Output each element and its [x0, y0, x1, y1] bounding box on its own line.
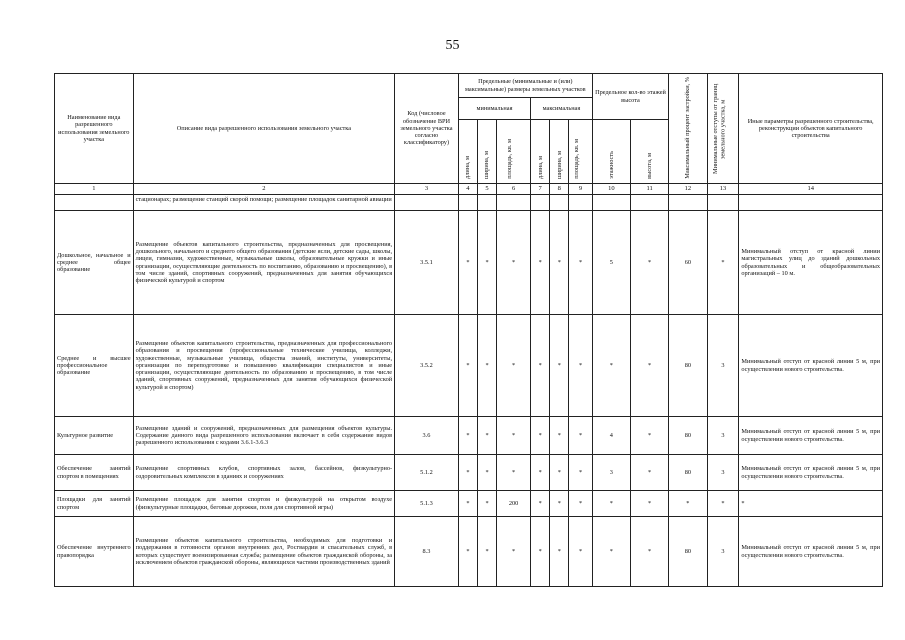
row-code: 3.6 [395, 417, 459, 455]
row-other-params: Минимальный отступ от красной линии 5 м, при осуществлении нового строительства. [739, 517, 883, 587]
table-row [55, 211, 883, 315]
table-row [55, 315, 883, 417]
column-number: 7 [531, 184, 550, 195]
zoning-table [54, 73, 883, 587]
table-row [55, 195, 883, 211]
page-number: 55 [445, 38, 460, 53]
row-name: Среднее и высшее профессиональное образование [55, 315, 134, 417]
row-param-cell: 80 [669, 455, 707, 491]
row-name: Дошкольное, начальное и среднее общее образование [55, 211, 134, 315]
row-other-params: Минимальный отступ от красной линии 5 м, при осуществлении нового строительства. [739, 315, 883, 417]
row-param-cell: * [569, 455, 592, 491]
row-param-cell: 3 [707, 417, 739, 455]
row-param-cell [531, 195, 550, 211]
row-description: Размещение объектов капитального строительства, предназначенных для просвещения, дошкольного, начального и среднего общего образования (детские ясли, детские сады, школы, лицеи, гимназии, художественные, музыкальные школы, образовательные кружки и иные организации, осуществляющие деятельность по воспитанию, образованию и просвещению), в том числе зданий, спортивных сооружений, предназначенных для занятия обучающихся физической культурой и спортом [133, 211, 394, 315]
header-sizes: Предельные (минимальные и (или) максимальные) размеры земельных участков [458, 74, 592, 98]
row-param-cell: * [531, 211, 550, 315]
row-param-cell [458, 195, 477, 211]
header-max-length: длина, м [531, 120, 550, 184]
row-name: Площадки для занятий спортом [55, 491, 134, 517]
row-other-params: Минимальный отступ от красной линии 5 м, при осуществлении нового строительства. [739, 455, 883, 491]
column-number: 9 [569, 184, 592, 195]
row-param-cell: * [630, 455, 668, 491]
row-param-cell: 5 [592, 211, 630, 315]
row-param-cell: * [630, 211, 668, 315]
row-param-cell: * [569, 211, 592, 315]
table-row [55, 417, 883, 455]
row-param-cell: * [630, 517, 668, 587]
row-param-cell: 4 [592, 417, 630, 455]
row-param-cell [497, 195, 531, 211]
column-number: 14 [739, 184, 883, 195]
row-param-cell: * [707, 491, 739, 517]
row-param-cell: * [550, 315, 569, 417]
row-param-cell: * [630, 491, 668, 517]
row-param-cell: 3 [707, 455, 739, 491]
row-description: Размещение спортивных клубов, спортивных залов, бассейнов, физкультурно-оздоровительных комплексов в зданиях и сооружениях [133, 455, 394, 491]
row-param-cell [630, 195, 668, 211]
row-param-cell: 80 [669, 417, 707, 455]
header-setback: Минимальные отступы от границ земельного участка, м [707, 74, 739, 184]
row-param-cell: * [458, 517, 477, 587]
row-param-cell: * [707, 211, 739, 315]
row-param-cell: * [531, 315, 550, 417]
row-other-params [739, 195, 883, 211]
row-code: 5.1.2 [395, 455, 459, 491]
row-param-cell: * [477, 417, 496, 455]
row-param-cell: * [497, 211, 531, 315]
row-description: Размещение объектов капитального строительства, необходимых для подготовки и поддержания в готовности органов внутренних дел, Росгвардии и спасательных служб, в которых существует военизированная служба; размещение объектов гражданской обороны, за исключением объектов гражданской обороны, являющихся частями производственных зданий [133, 517, 394, 587]
row-param-cell: * [550, 211, 569, 315]
row-param-cell: * [669, 491, 707, 517]
row-param-cell: 80 [669, 315, 707, 417]
row-param-cell: * [550, 491, 569, 517]
row-param-cell: * [458, 455, 477, 491]
column-number: 5 [477, 184, 496, 195]
header-floor-count: этажность [592, 120, 630, 184]
row-param-cell: * [630, 315, 668, 417]
row-name [55, 195, 134, 211]
row-param-cell [592, 195, 630, 211]
table-row [55, 517, 883, 587]
row-param-cell: * [630, 417, 668, 455]
row-param-cell: * [497, 517, 531, 587]
row-param-cell: * [592, 517, 630, 587]
row-description: стационарах; размещение станций скорой помощи; размещение площадок санитарной авиации [133, 195, 394, 211]
row-param-cell: 60 [669, 211, 707, 315]
row-param-cell [550, 195, 569, 211]
row-code: 3.5.2 [395, 315, 459, 417]
row-param-cell: 80 [669, 517, 707, 587]
row-description: Размещение площадок для занятия спортом и физкультурой на открытом воздухе (физкультурные площадки, беговые дорожки, поля для спортивной игры) [133, 491, 394, 517]
column-number: 10 [592, 184, 630, 195]
row-param-cell: * [458, 211, 477, 315]
header-floors: Предельное кол-во этажей высота [592, 74, 669, 120]
column-number: 6 [497, 184, 531, 195]
row-param-cell: * [531, 491, 550, 517]
column-number: 12 [669, 184, 707, 195]
row-param-cell: * [550, 455, 569, 491]
row-param-cell: * [550, 417, 569, 455]
column-number: 13 [707, 184, 739, 195]
row-param-cell: * [531, 517, 550, 587]
row-param-cell [477, 195, 496, 211]
row-other-params: Минимальный отступ от красной линии 5 м, при осуществлении нового строительства. [739, 417, 883, 455]
column-number: 3 [395, 184, 459, 195]
column-numbers-row [55, 184, 883, 195]
row-code [395, 195, 459, 211]
header-max: максимальная [531, 98, 593, 120]
row-param-cell: 3 [707, 517, 739, 587]
row-param-cell: 200 [497, 491, 531, 517]
header-height: высота, м [630, 120, 668, 184]
row-param-cell: * [458, 315, 477, 417]
header-description: Описание вида разрешенного использования земельного участка [133, 74, 394, 184]
row-other-params: * [739, 491, 883, 517]
header-min: минимальная [458, 98, 530, 120]
row-param-cell: * [477, 315, 496, 417]
column-number: 11 [630, 184, 668, 195]
header-max-width: ширина, м [550, 120, 569, 184]
row-param-cell: * [569, 315, 592, 417]
row-param-cell: * [531, 417, 550, 455]
row-param-cell: * [477, 517, 496, 587]
header-coverage: Максимальный процент застройки, % [669, 74, 707, 184]
header-name: Наименование вида разрешенного использования земельного участка [55, 74, 134, 184]
row-code: 3.5.1 [395, 211, 459, 315]
header-other: Иные параметры разрешенного строительства, реконструкции объектов капитального строительства [739, 74, 883, 184]
row-name: Обеспечение занятий спортом в помещениях [55, 455, 134, 491]
header-min-width: ширина, м [477, 120, 496, 184]
row-other-params: Минимальный отступ от красной линии магистральных улиц до зданий дошкольных образовательных и общеобразовательных организаций – 10 м. [739, 211, 883, 315]
header-min-length: длина, м [458, 120, 477, 184]
column-number: 4 [458, 184, 477, 195]
row-param-cell [669, 195, 707, 211]
row-param-cell [707, 195, 739, 211]
row-param-cell: 3 [707, 315, 739, 417]
table-row [55, 491, 883, 517]
row-code: 8.3 [395, 517, 459, 587]
table-row [55, 455, 883, 491]
row-code: 5.1.3 [395, 491, 459, 517]
row-param-cell: * [569, 517, 592, 587]
row-param-cell: * [497, 417, 531, 455]
row-param-cell: * [531, 455, 550, 491]
column-number: 2 [133, 184, 394, 195]
row-name: Культурное развитие [55, 417, 134, 455]
row-param-cell: * [497, 315, 531, 417]
row-description: Размещение объектов капитального строительства, предназначенных для профессионального образования и просвещения (профессиональные технические училища, колледжи, художественные, музыкальные училища, общества знаний, институты, университеты, организации по переподготовке и повышению квалификации специалистов и иные организации, осуществляющие деятельность по образованию и просвещению, в том числе зданий, спортивных сооружений, предназначенных для занятия обучающихся физической культурой и спортом) [133, 315, 394, 417]
header-code: Код (числовое обозначение ВРИ земельного участка согласно классификатору) [395, 74, 459, 184]
row-param-cell: * [458, 491, 477, 517]
column-number: 8 [550, 184, 569, 195]
row-param-cell: * [477, 211, 496, 315]
row-param-cell: * [497, 455, 531, 491]
header-min-area: площадь, кв. м [497, 120, 531, 184]
header-max-area: площадь, кв. м [569, 120, 592, 184]
row-name: Обеспечение внутреннего правопорядка [55, 517, 134, 587]
row-description: Размещение зданий и сооружений, предназначенных для размещения объектов культуры. Содержание данного вида разрешенного использования включает в себя содержание видов разрешенного использования с кодами 3.6.1-3.6.3 [133, 417, 394, 455]
column-number: 1 [55, 184, 134, 195]
row-param-cell: * [592, 315, 630, 417]
row-param-cell: * [477, 491, 496, 517]
row-param-cell: * [550, 517, 569, 587]
row-param-cell: * [569, 417, 592, 455]
row-param-cell: * [592, 491, 630, 517]
row-param-cell: * [477, 455, 496, 491]
row-param-cell [569, 195, 592, 211]
row-param-cell: 3 [592, 455, 630, 491]
row-param-cell: * [458, 417, 477, 455]
row-param-cell: * [569, 491, 592, 517]
